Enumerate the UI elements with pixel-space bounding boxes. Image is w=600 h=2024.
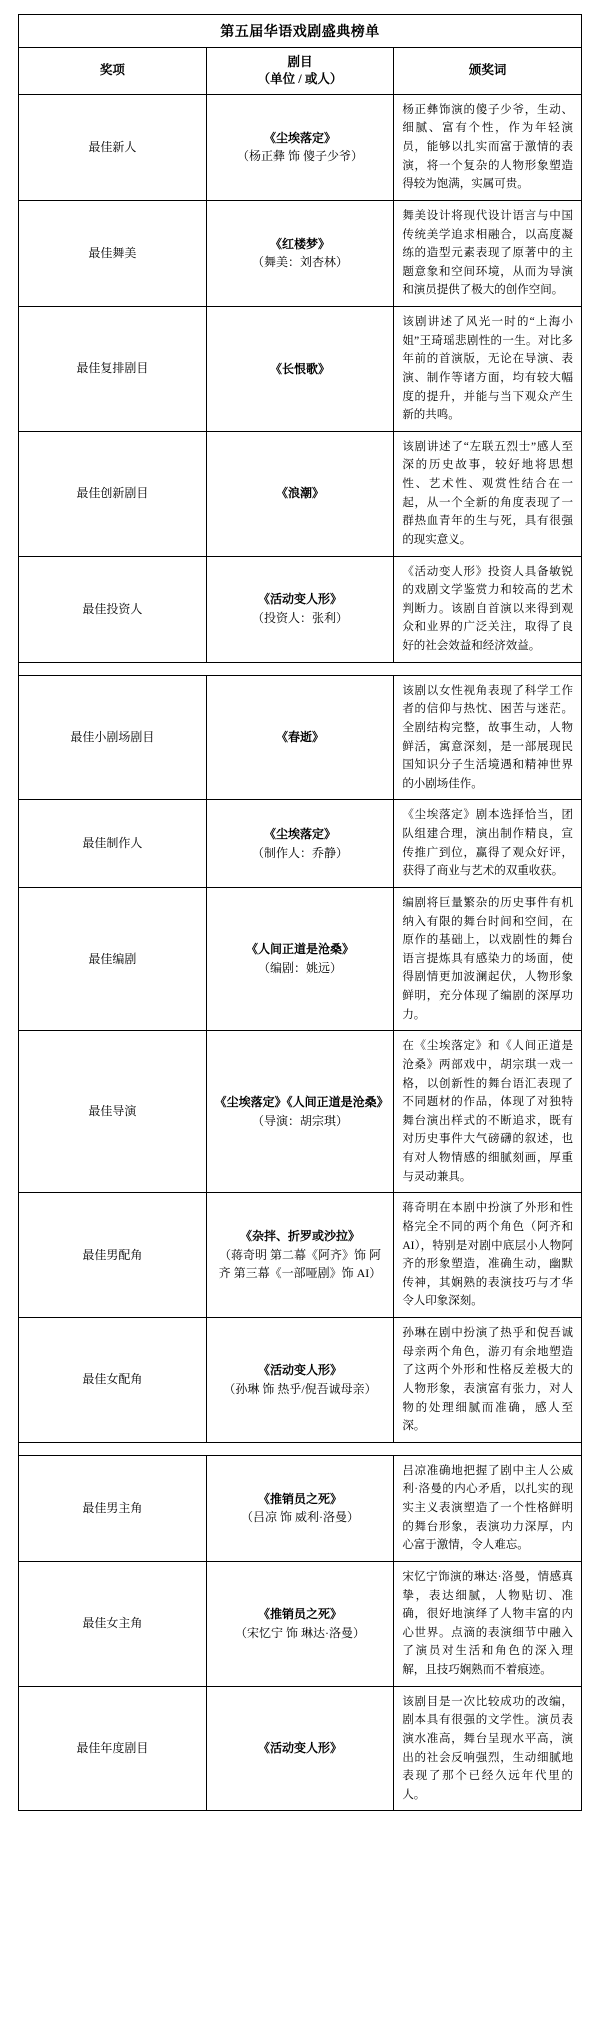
table-row [19,1031,582,1193]
title-row [19,15,582,48]
play-cell [206,556,394,662]
table-row [19,200,582,306]
award-label: 最佳小剧场剧目 [19,675,207,800]
award-label: 最佳投资人 [19,556,207,662]
award-label: 最佳年度剧目 [19,1686,207,1811]
award-label: 最佳女配角 [19,1318,207,1443]
play-cell [206,1686,394,1811]
award-label: 最佳导演 [19,1031,207,1193]
play-cell [206,307,394,432]
citation-text: 编剧将巨量繁杂的历史事件有机纳入有限的舞台时间和空间，在原作的基础上，以戏剧性的舞台语言提炼具有感染力的场面，使得剧情更加波澜起伏，人物形象鲜明，充分体现了编剧的深厚功力。 [394,887,582,1030]
play-sub: （杨正彝 饰 傻子少爷） [236,149,363,164]
column-header-award-line1: 奖项 [99,63,125,78]
play-cell [206,887,394,1030]
citation-text: 《活动变人形》投资人具备敏锐的戏剧文学鉴赏力和较高的艺术判断力。该剧自首演以来得到观众和业界的广泛关注，取得了良好的社会效益和经济效益。 [394,556,582,662]
table-row [19,675,582,800]
table-row [19,800,582,888]
play-name: 《尘埃落定》 [263,130,336,145]
play-cell [206,1455,394,1561]
column-header-play [206,48,394,95]
play-cell [206,1031,394,1193]
play-name: 《活动变人形》 [257,592,342,607]
play-cell [206,94,394,200]
play-sub: （舞美：刘杏林） [251,255,348,270]
table-row [19,1193,582,1318]
citation-text: 蒋奇明在本剧中扮演了外形和性格完全不同的两个角色（阿齐和AI），特别是对剧中底层小人物阿齐的形象塑造，准确生动，幽默传神，其娴熟的表演技巧与才华令人印象深刻。 [394,1193,582,1318]
award-label: 最佳男主角 [19,1455,207,1561]
table-row [19,1686,582,1811]
group-separator [19,1442,582,1455]
play-sub: （投资人：张利） [251,611,348,626]
play-cell [206,800,394,888]
play-cell [206,431,394,556]
table-row [19,94,582,200]
column-header-citation-line1: 颁奖词 [468,63,507,78]
citation-text: 该剧目是一次比较成功的改编，剧本具有很强的文学性。演员表演水准高，舞台呈现水平高，演出的社会反响强烈，生动细腻地表现了那个已经久远年代里的人。 [394,1686,582,1811]
play-cell [206,1561,394,1686]
play-sub: （蒋奇明 第二幕《阿齐》饰 阿齐 第三幕《一部哑剧》饰 AI） [218,1247,382,1281]
play-sub: （孙琳 饰 热乎/倪吾诚母亲） [223,1381,377,1396]
play-name: 《红楼梦》 [269,236,330,251]
citation-text: 宋忆宁饰演的琳达·洛曼，情感真挚，表达细腻，人物贴切、准确，很好地演绎了人物丰富的内心世界。点滴的表演细节中融入了演员对生活和角色的深入理解，且技巧娴熟而不着痕迹。 [394,1561,582,1686]
award-label: 最佳新人 [19,94,207,200]
play-cell [206,675,394,800]
citation-text: 该剧讲述了风光一时的“上海小姐”王琦瑶悲剧性的一生。对比多年前的首演版，无论在导演、表演、制作等诸方面，均有较大幅度的提升，并能与当下观众产生新的共鸣。 [394,307,582,432]
play-name: 《尘埃落定》 [263,827,336,842]
column-header-play-line1: 剧目 [287,55,313,69]
table-row [19,307,582,432]
play-name: 《尘埃落定》《人间正道是沧桑》 [214,1095,389,1110]
citation-text: 吕凉准确地把握了剧中主人公威利·洛曼的内心矛盾，以扎实的现实主义表演塑造了一个性格鲜明的舞台形象，表演功力深厚，内心富于激情，令人难忘。 [394,1455,582,1561]
play-name: 《活动变人形》 [257,1363,342,1378]
column-header-award [19,48,207,95]
award-label: 最佳制作人 [19,800,207,888]
play-name: 《推销员之死》 [257,1607,342,1622]
play-cell [206,200,394,306]
award-table [18,14,582,1811]
header-row [19,48,582,95]
citation-text: 在《尘埃落定》和《人间正道是沧桑》两部戏中，胡宗琪一戏一格，以创新性的舞台语汇表现了不同题材的作品，体现了对独特舞台演出样式的不断追求，既有对历史事件大气磅礴的叙述，也有对人物情感的细腻刻画，厚重与灵动兼具。 [394,1031,582,1193]
play-cell [206,1193,394,1318]
play-name: 《浪潮》 [275,486,324,501]
table-row [19,1561,582,1686]
table-row [19,887,582,1030]
citation-text: 舞美设计将现代设计语言与中国传统美学追求相融合，以高度凝练的造型元素表现了原著中的主题意象和空间环境，从而为导演和演员提供了极大的创作空间。 [394,200,582,306]
table-row [19,1455,582,1561]
play-sub: （宋忆宁 饰 琳达·洛曼） [234,1625,365,1640]
page-title: 第五届华语戏剧盛典榜单 [19,15,582,48]
play-sub: （编剧：姚远） [257,961,342,976]
play-name: 《活动变人形》 [257,1741,342,1756]
play-sub: （导演：胡宗琪） [251,1113,348,1128]
citation-text: 孙琳在剧中扮演了热乎和倪吾诚母亲两个角色，游刃有余地塑造了这两个外形和性格反差极大的人物形象，表演富有张力，对人物的处理细腻而准确，感人至深。 [394,1318,582,1443]
play-sub: （吕凉 饰 威利·洛曼） [240,1510,359,1525]
play-sub: （制作人：乔静） [251,845,348,860]
citation-text: 《尘埃落定》剧本选择恰当，团队组建合理，演出制作精良，宣传推广到位，赢得了观众好评，获得了商业与艺术的双重收获。 [394,800,582,888]
award-label: 最佳编剧 [19,887,207,1030]
award-label: 最佳创新剧目 [19,431,207,556]
play-name: 《人间正道是沧桑》 [245,942,354,957]
table-body [19,15,582,1811]
table-row [19,1318,582,1443]
award-label: 最佳舞美 [19,200,207,306]
award-label: 最佳女主角 [19,1561,207,1686]
table-row [19,431,582,556]
column-header-play-line2: （单位 / 或人） [257,71,343,86]
citation-text: 该剧以女性视角表现了科学工作者的信仰与热忱、困苦与迷茫。全剧结构完整，故事生动，人物鲜活，寓意深刻，是一部展现民国知识分子生活境遇和精神世界的小剧场佳作。 [394,675,582,800]
award-label: 最佳男配角 [19,1193,207,1318]
award-label: 最佳复排剧目 [19,307,207,432]
play-cell [206,1318,394,1443]
table-row [19,556,582,662]
column-header-citation [394,48,582,95]
play-name: 《推销员之死》 [257,1491,342,1506]
group-separator [19,662,582,675]
citation-text: 杨正彝饰演的傻子少爷，生动、细腻、富有个性，作为年轻演员，能够以扎实而富于激情的表演，将一个复杂的人物形象塑造得较为饱满，实属可贵。 [394,94,582,200]
play-name: 《杂拌、折罗或沙拉》 [239,1229,360,1244]
play-name: 《长恨歌》 [269,361,330,376]
play-name: 《春逝》 [275,730,324,745]
citation-text: 该剧讲述了“左联五烈士”感人至深的历史故事，较好地将思想性、艺术性、观赏性结合在一起，从一个全新的角度表现了一群热血青年的生与死，具有很强的现实意义。 [394,431,582,556]
